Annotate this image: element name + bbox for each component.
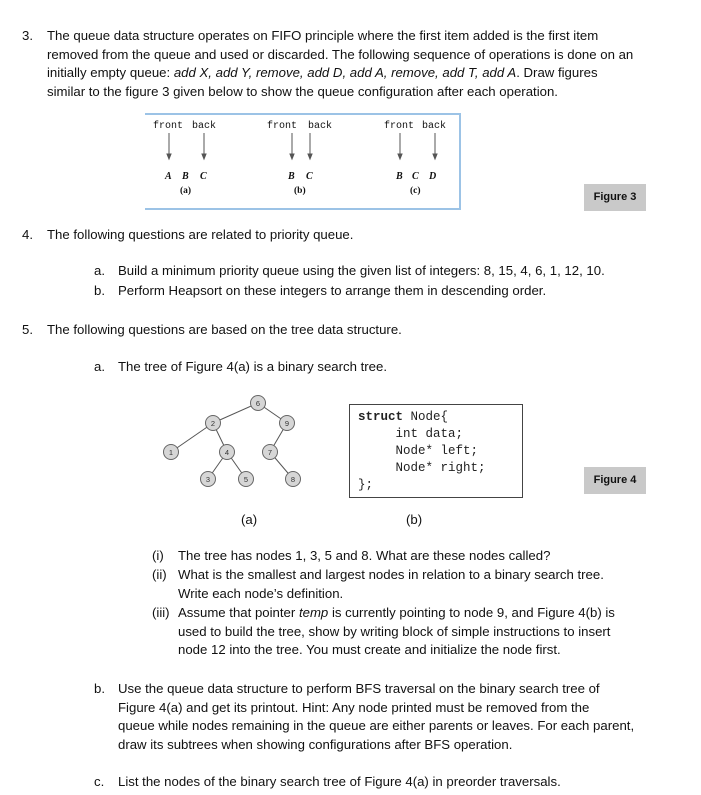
tree-node bbox=[286, 472, 301, 487]
figure-4-label: Figure 4 bbox=[584, 467, 646, 494]
part-label: b. bbox=[94, 681, 105, 696]
text-segment: initially empty queue: bbox=[47, 65, 174, 80]
part-label: c. bbox=[94, 774, 105, 789]
tree-node bbox=[251, 396, 266, 411]
svg-text:1: 1 bbox=[168, 448, 174, 457]
code-block bbox=[358, 409, 486, 494]
panel-caption: (b) bbox=[294, 186, 306, 196]
part-label: a. bbox=[94, 359, 105, 374]
queue-item: D bbox=[429, 171, 437, 182]
subpart-text: Write each node’s definition. bbox=[178, 586, 344, 601]
code-line: Node* right; bbox=[358, 461, 486, 475]
tree-node bbox=[164, 445, 179, 460]
subpart-label: (i) bbox=[152, 548, 164, 563]
text-segment: is currently pointing to node 9, and Figure 4(b) is bbox=[328, 605, 615, 620]
panel-caption: (a) bbox=[180, 186, 192, 196]
part-text: List the nodes of the binary search tree of Figure 4(a) in preorder traversals. bbox=[118, 774, 561, 789]
figure-3-label: Figure 3 bbox=[584, 184, 646, 211]
back-label: back bbox=[308, 121, 333, 132]
tree-node bbox=[239, 472, 254, 487]
svg-text:2: 2 bbox=[210, 419, 216, 428]
question-text: The following questions are based on the tree data structure. bbox=[47, 322, 402, 337]
svg-text:6: 6 bbox=[255, 399, 261, 408]
pointer-name: temp bbox=[298, 605, 329, 620]
part-text: Figure 4(a) and get its printout. Hint: Any node printed must be removed from the bbox=[118, 700, 590, 715]
svg-text:5: 5 bbox=[243, 475, 249, 484]
queue-item: C bbox=[412, 171, 419, 182]
question-number: 3. bbox=[22, 28, 33, 43]
operations-sequence: add X, add Y, remove, add D, add A, remove, add T, add A bbox=[173, 65, 517, 80]
subpart-text: used to build the tree, show by writing block of simple instructions to insert bbox=[178, 624, 611, 639]
subpart-text: The tree has nodes 1, 3, 5 and 8. What are these nodes called? bbox=[178, 548, 551, 563]
text-segment: . Draw figures bbox=[516, 65, 598, 80]
tree-node bbox=[206, 416, 221, 431]
question-text-line: removed from the queue and used or discarded. The following sequence of operations is done on an bbox=[47, 47, 634, 62]
node-struct-code-box bbox=[349, 404, 523, 498]
code-line: Node* left; bbox=[358, 444, 479, 458]
front-label: front bbox=[384, 121, 415, 132]
subpart-text: node 12 into the tree. You must create and initialize the node first. bbox=[178, 642, 561, 657]
question-text: The following questions are related to priority queue. bbox=[47, 227, 354, 242]
part-text: draw its subtrees when showing configurations after BFS operation. bbox=[118, 737, 513, 752]
question-text-line: similar to the figure 3 given below to show the queue configuration after each operation. bbox=[47, 84, 558, 99]
question-number: 4. bbox=[22, 227, 33, 242]
subpart-text bbox=[178, 604, 615, 622]
figure-caption-b: (b) bbox=[406, 512, 423, 527]
queue-item: B bbox=[182, 171, 189, 182]
queue-item: B bbox=[396, 171, 403, 182]
tree-node bbox=[220, 445, 235, 460]
part-label: b. bbox=[94, 283, 105, 298]
part-text: The tree of Figure 4(a) is a binary search tree. bbox=[118, 359, 387, 374]
code-line: }; bbox=[358, 478, 374, 492]
svg-text:9: 9 bbox=[284, 419, 290, 428]
question-number: 5. bbox=[22, 322, 33, 337]
queue-item: C bbox=[200, 171, 207, 182]
panel-caption: (c) bbox=[410, 186, 421, 196]
svg-text:3: 3 bbox=[205, 475, 211, 484]
back-label: back bbox=[192, 121, 217, 132]
part-text: Perform Heapsort on these integers to arrange them in descending order. bbox=[118, 283, 547, 298]
code-text: Node{ bbox=[403, 410, 449, 424]
part-text: queue while nodes remaining in the queue are either parents or leaves. For each parent, bbox=[118, 718, 635, 733]
front-label: front bbox=[267, 121, 298, 132]
part-label: a. bbox=[94, 263, 105, 278]
tree-node bbox=[263, 445, 278, 460]
subpart-label: (ii) bbox=[152, 567, 167, 582]
queue-item: C bbox=[306, 171, 313, 182]
code-keyword: struct bbox=[358, 410, 404, 424]
svg-text:4: 4 bbox=[224, 448, 230, 457]
tree-node bbox=[280, 416, 295, 431]
question-text-line: The queue data structure operates on FIFO principle where the first item added is the first item bbox=[47, 28, 599, 43]
queue-item: B bbox=[288, 171, 295, 182]
subpart-label: (iii) bbox=[152, 605, 170, 620]
svg-text:7: 7 bbox=[267, 448, 273, 457]
code-line: int data; bbox=[358, 427, 464, 441]
figure-caption-a: (a) bbox=[241, 512, 258, 527]
part-text: Use the queue data structure to perform BFS traversal on the binary search tree of bbox=[118, 681, 600, 696]
svg-text:8: 8 bbox=[290, 475, 296, 484]
back-label: back bbox=[422, 121, 447, 132]
queue-item: A bbox=[165, 171, 172, 182]
subpart-text: What is the smallest and largest nodes in relation to a binary search tree. bbox=[178, 567, 604, 582]
part-text: Build a minimum priority queue using the given list of integers: 8, 15, 4, 6, 1, 12, 10. bbox=[118, 263, 605, 278]
front-label: front bbox=[153, 121, 184, 132]
text-segment: Assume that pointer bbox=[178, 605, 299, 620]
tree-node bbox=[201, 472, 216, 487]
